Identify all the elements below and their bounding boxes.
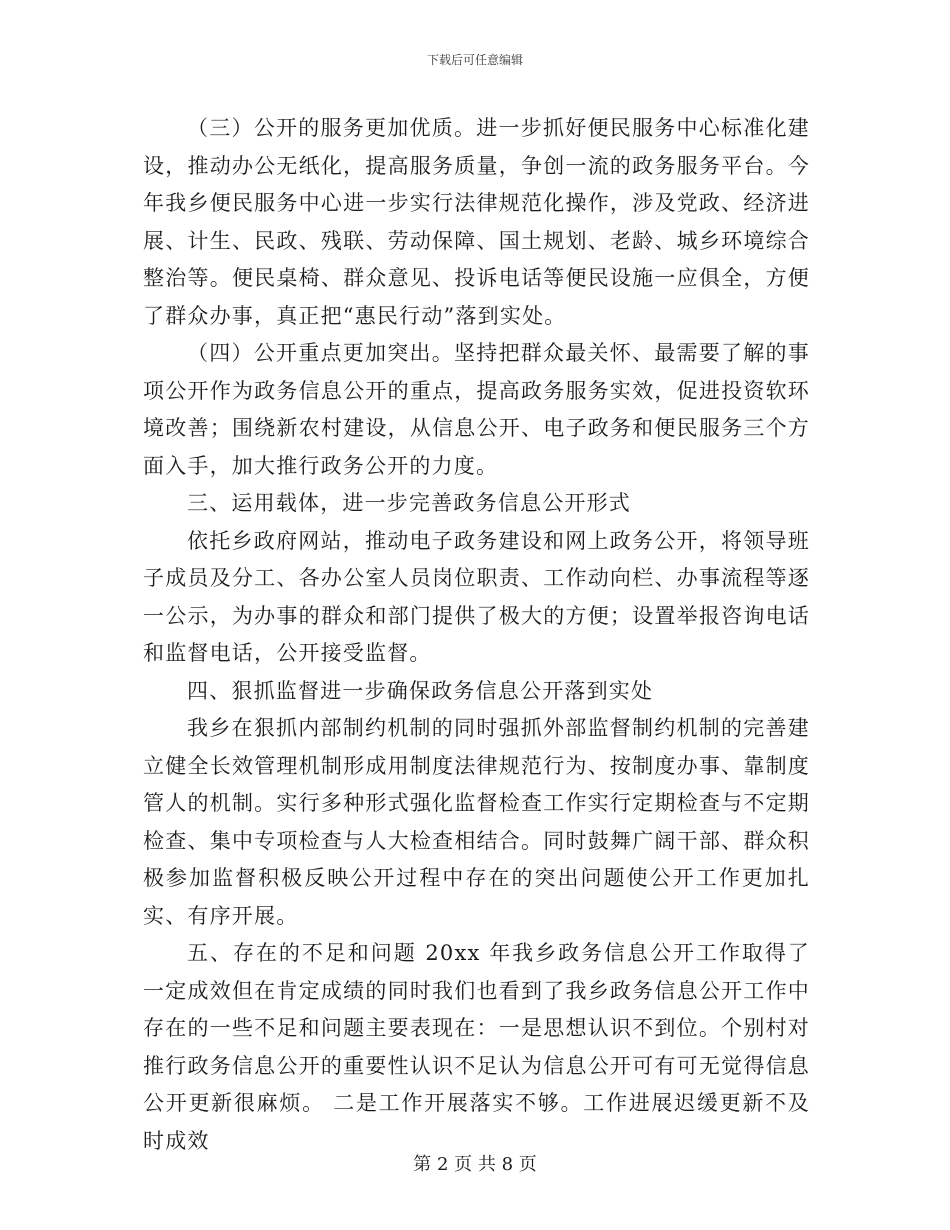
paragraph-supervision: 我乡在狠抓内部制约机制的同时强抓外部监督制约机制的完善建立健全长效管理机制形成用制度法律规范行为、按制度办事、靠制度管人的机制。实行多种形式强化监督检查工作实行定期检查与不定期检查、集中专项检查与人大检查相结合。同时鼓舞广阔干部、群众积极参加监督积极反映公开过程中存在的突出问题使公开工作更加扎实、有序开展。 — [143, 716, 810, 928]
paragraph-website: 依托乡政府网站，推动电子政务建设和网上政务公开，将领导班子成员及分工、各办公室人员岗位职责、工作动向栏、办事流程等逐一公示，为办事的群众和部门提供了极大的方便；设置举报咨询电话和监督电话，公开接受监督。 — [143, 528, 810, 665]
document-body — [143, 110, 810, 1160]
section-heading-three: 三、运用载体，进一步完善政务信息公开形式 — [187, 491, 631, 515]
paragraph-service-quality: （三）公开的服务更加优质。进一步抓好便民服务中心标准化建设，推动办公无纸化，提高服务质量，争创一流的政务服务平台。今年我乡便民服务中心进一步实行法律规范化操作，涉及党政、经济进展、计生、民政、残联、劳动保障、国土规划、老龄、城乡环境综合整治等。便民桌椅、群众意见、投诉电话等便民设施一应俱全，方便了群众办事，真正把“惠民行动”落到实处。 — [143, 116, 810, 328]
page-header-note: 下载后可任意编辑 — [426, 53, 523, 67]
paragraph-shortcomings: 五、存在的不足和问题 20xx 年我乡政务信息公开工作取得了一定成效但在肯定成绩的同时我们也看到了我乡政务信息公开工作中存在的一些不足和问题主要表现在：一是思想认识不到位。个别村对推行政务信息公开的重要性认识不足认为信息公开可有可无觉得信息公开更新很麻烦。 二是工作开展落实不够。工作进展迟缓更新不及时成效 — [143, 941, 810, 1153]
paragraph-key-points: （四）公开重点更加突出。坚持把群众最关怀、最需要了解的事项公开作为政务信息公开的重点，提高政务服务实效，促进投资软环境改善；围绕新农村建设，从信息公开、电子政务和便民服务三个方面入手，加大推行政务公开的力度。 — [143, 341, 810, 478]
page-number-footer: 第 2 页 共 8 页 — [413, 1154, 537, 1175]
section-heading-four: 四、狠抓监督进一步确保政务信息公开落到实处 — [187, 678, 654, 703]
